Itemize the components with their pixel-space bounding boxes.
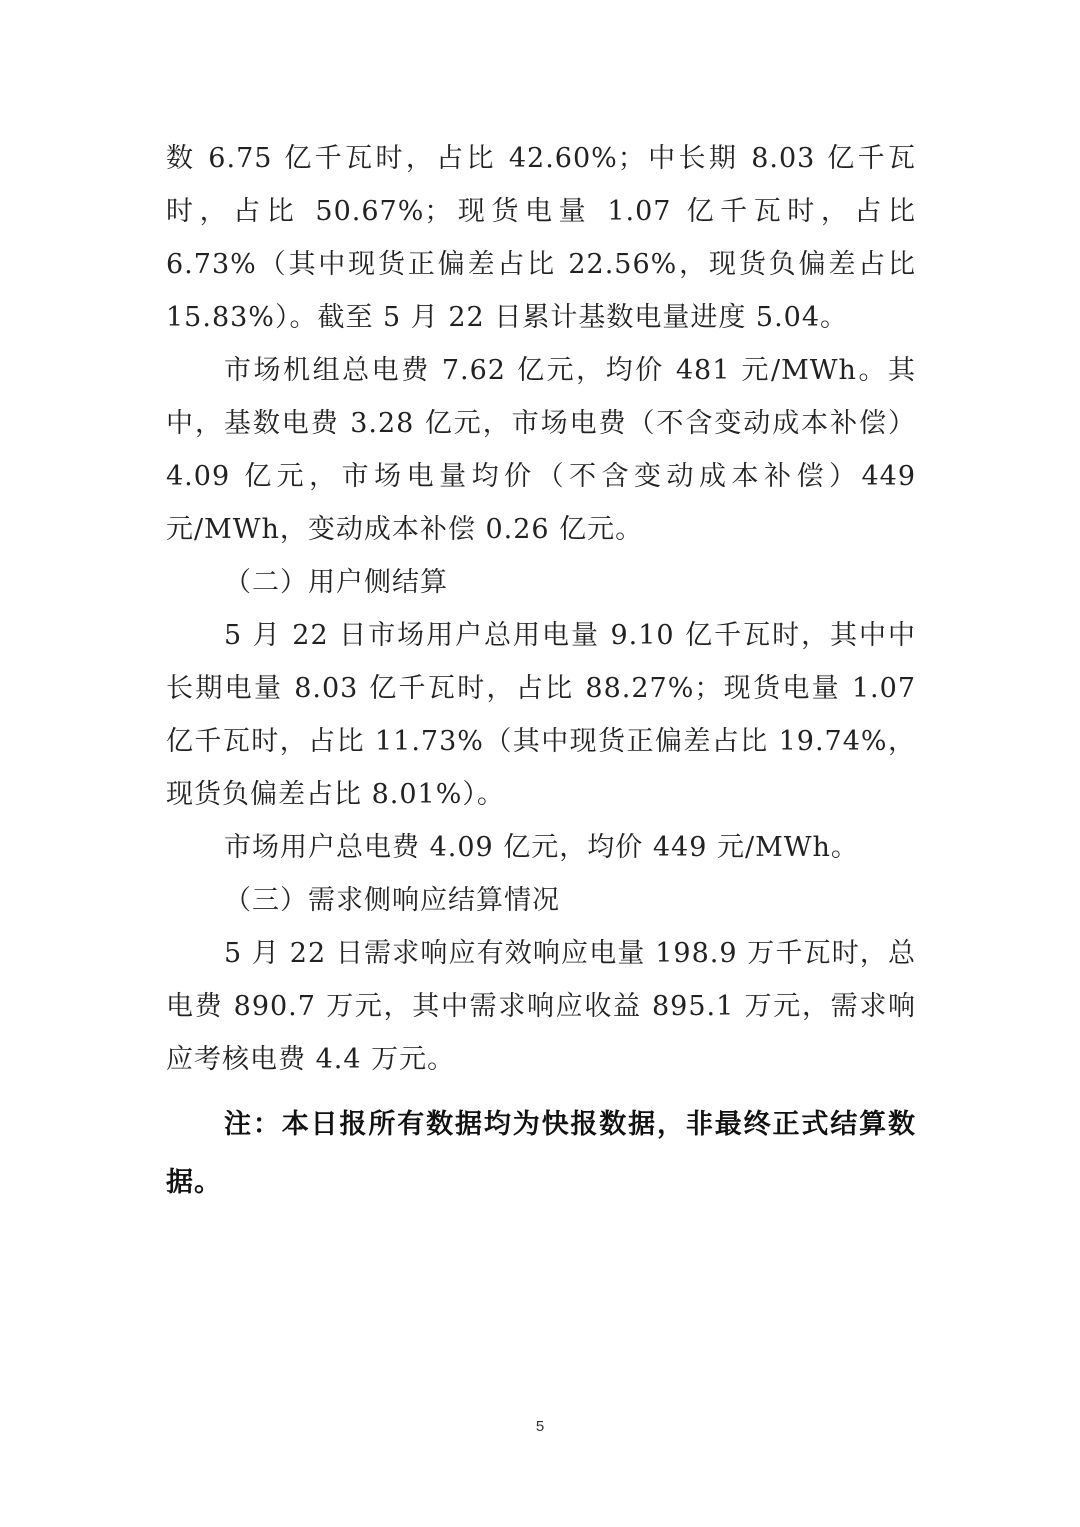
paragraph-user-fees: 市场用户总电费 4.09 亿元，均价 449 元/MWh。: [224, 832, 859, 863]
paragraph-user-volume: 5 月 22 日市场用户总用电量 9.10 亿千瓦时，其中中长期电量 8.03 亿千瓦时，占比 88.27%；现货电量 1.07 亿千瓦时，占比 11.73%（其中现货正偏差占比 19.74%，现货负偏差占比 8.01%）。: [166, 620, 916, 810]
section-heading-demand-response: （三）需求侧响应结算情况: [224, 885, 560, 916]
page-number: 5: [535, 1418, 545, 1435]
paragraph-generation-volume: 数 6.75 亿千瓦时，占比 42.60%；中长期 8.03 亿千瓦时，占比 50.67%；现货电量 1.07 亿千瓦时，占比 6.73%（其中现货正偏差占比 22.56%，现货负偏差占比 15.83%）。截至 5 月 22 日累计基数电量进度 5.04。: [166, 143, 916, 333]
section-heading-user-settlement: （二）用户侧结算: [224, 567, 448, 598]
note-paragraph: 注：本日报所有数据均为快报数据，非最终正式结算数据。: [166, 1109, 916, 1198]
document-body: [166, 132, 916, 1212]
paragraph-demand-response: 5 月 22 日需求响应有效响应电量 198.9 万千瓦时，总电费 890.7 万元，其中需求响应收益 895.1 万元，需求响应考核电费 4.4 万元。: [166, 938, 916, 1075]
paragraph-generation-fees: 市场机组总电费 7.62 亿元，均价 481 元/MWh。其中，基数电费 3.28 亿元，市场电费（不含变动成本补偿）4.09 亿元，市场电量均价（不含变动成本补偿）449 元/MWh，变动成本补偿 0.26 亿元。: [166, 355, 916, 545]
